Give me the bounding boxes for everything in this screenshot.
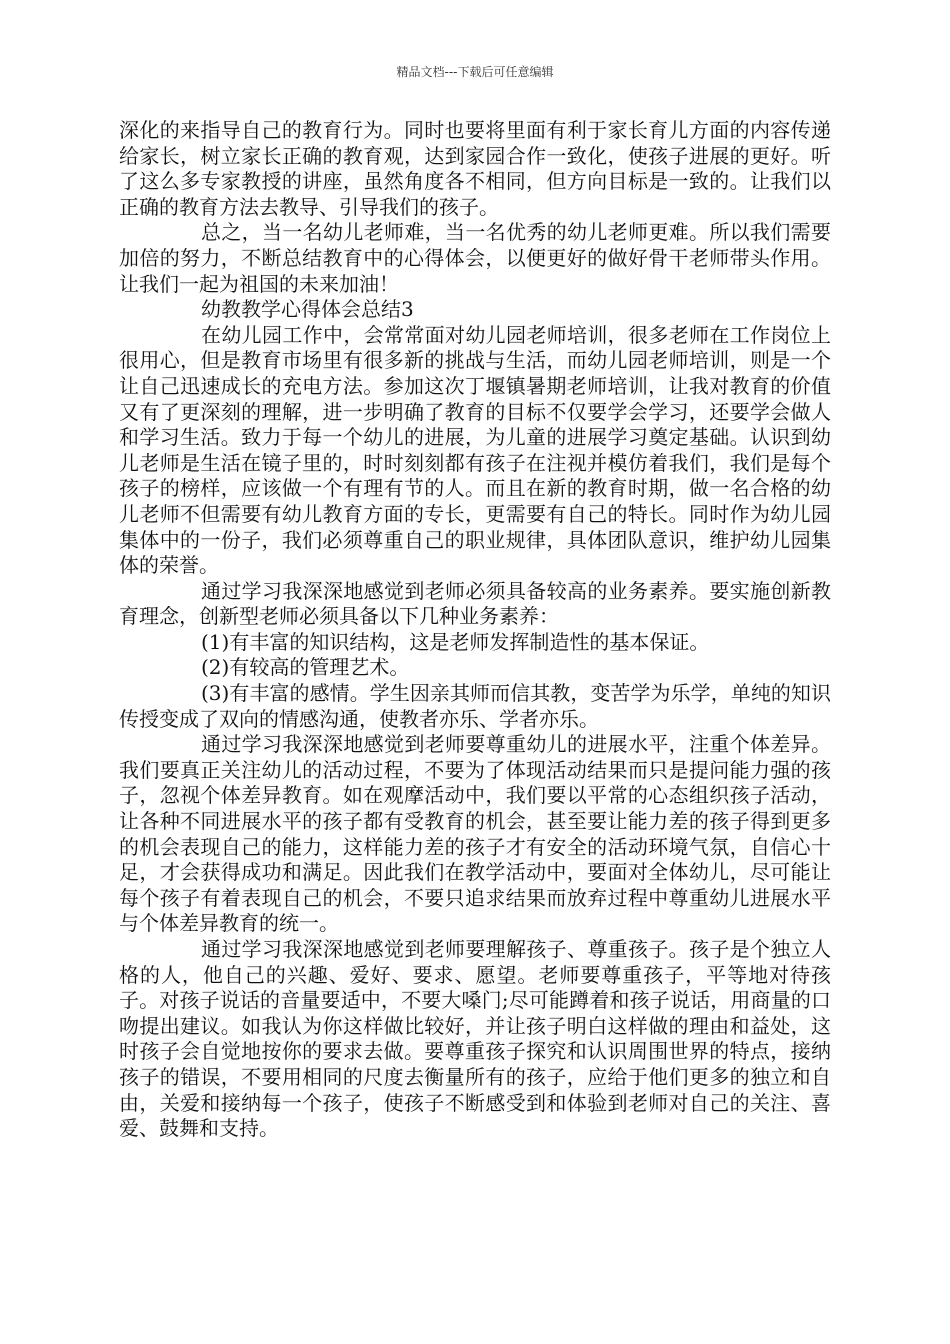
list-item-3: (3)有丰富的感情。学生因亲其师而信其教，变苦学为乐学，单纯的知识传授变成了双向的情感沟通，使教者亦乐、学者亦乐。 (119, 681, 831, 731)
paragraph-continuation: 深化的来指导自己的教育行为。同时也要将里面有利于家长育儿方面的内容传递给家长，树立家长正确的教育观，达到家园合作一致化，使孩子进展的更好。听了这么多专家教授的讲座，虽然角度各不相同，但方向目标是一致的。让我们以正确的教育方法去教导、引导我们的孩子。 (119, 118, 831, 219)
list-item-2: (2)有较高的管理艺术。 (201, 655, 410, 680)
document-body (119, 118, 831, 1142)
list-item-1: (1)有丰富的知识结构，这是老师发挥制造性的基本保证。 (201, 629, 710, 654)
paragraph-intro: 在幼儿园工作中，会常常面对幼儿园老师培训，很多老师在工作岗位上很用心，但是教育市场里有很多新的挑战与生活，而幼儿园老师培训，则是一个让自己迅速成长的充电方法。参加这次丁堰镇暑期老师培训，让我对教育的价值又有了更深刻的理解，进一步明确了教育的目标不仅要学会学习，还要学会做人和学习生活。致力于每一个幼儿的进展，为儿童的进展学习奠定基础。认识到幼儿老师是生活在镜子里的，时时刻刻都有孩子在注视并模仿着我们，我们是每个孩子的榜样，应该做一个有理有节的人。而且在新的教育时期，做一名合格的幼儿老师不但需要有幼儿教育方面的专长，更需要有自己的特长。同时作为幼儿园集体中的一份子，我们必须尊重自己的职业规律，具体团队意识，维护幼儿园集体的荣誉。 (119, 322, 831, 578)
paragraph-conclusion: 总之，当一名幼儿老师难，当一名优秀的幼儿老师更难。所以我们需要加倍的努力，不断总结教育中的心得体会，以便更好的做好骨干老师带头作用。让我们一起为祖国的未来加油！ (119, 220, 831, 296)
paragraph-business-quality: 通过学习我深深地感觉到老师必须具备较高的业务素养。要实施创新教育理念，创新型老师必须具备以下几种业务素养： (119, 578, 831, 629)
section-heading: 幼教教学心得体会总结3 (201, 297, 414, 322)
paragraph-individual-difference: 通过学习我深深地感觉到老师要尊重幼儿的进展水平，注重个体差异。我们要真正关注幼儿的活动过程，不要为了体现活动结果而只是提问能力强的孩子，忽视个体差异教育。如在观摩活动中，我们要以平常的心态组织孩子活动，让各种不同进展水平的孩子都有受教育的机会，甚至要让能力差的孩子得到更多的机会表现自己的能力，这样能力差的孩子才有安全的活动环境气氛，自信心十足，才会获得成功和满足。因此我们在教学活动中，要面对全体幼儿，尽可能让每个孩子有着表现自己的机会，不要只追求结果而放弃过程中尊重幼儿进展水平与个体差异教育的统一。 (119, 732, 831, 936)
paragraph-respect-children: 通过学习我深深地感觉到老师要理解孩子、尊重孩子。孩子是个独立人格的人，他自己的兴趣、爱好、要求、愿望。老师要尊重孩子，平等地对待孩子。对孩子说话的音量要适中，不要大嗓门;尽可能蹲着和孩子说话，用商量的口吻提出建议。如我认为你这样做比较好，并让孩子明白这样做的理由和益处，这时孩子会自觉地按你的要求去做。要尊重孩子探究和认识周围世界的特点，接纳孩子的错误，不要用相同的尺度去衡量所有的孩子，应给于他们更多的独立和自由，关爱和接纳每一个孩子，使孩子不断感受到和体验到老师对自己的关注、喜爱、鼓舞和支持。 (119, 937, 831, 1141)
page-header: 精品文档---下载后可任意编辑 (396, 65, 554, 79)
